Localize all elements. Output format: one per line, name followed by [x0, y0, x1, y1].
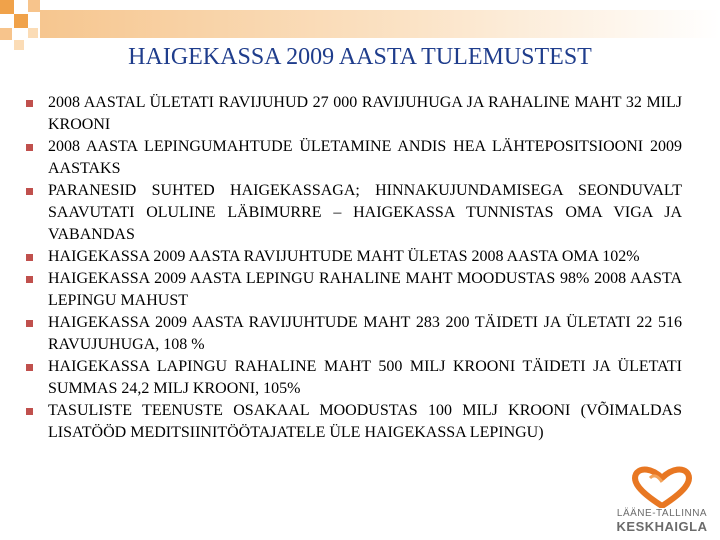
square-bullet-icon — [26, 188, 33, 195]
bullet-item — [22, 400, 682, 444]
bullet-text: HAIGEKASSA 2009 AASTA LEPINGU RAHALINE MAHT MOODUSTAS 98% 2008 AASTA LEPINGU MAHUST — [48, 270, 682, 309]
bullet-item — [22, 356, 682, 400]
logo-text-line1: LÄÄNE-TALLINNA — [616, 508, 708, 519]
bullet-text: 2008 AASTA LEPINGUMAHTUDE ÜLETAMINE ANDIS HEA LÄHTEPOSITSIOONI 2009 AASTAKS — [48, 138, 682, 177]
square-bullet-icon — [26, 100, 33, 107]
bullet-text: HAIGEKASSA 2009 AASTA RAVIJUHTUDE MAHT 283 200 TÄIDETI JA ÜLETATI 22 516 RAVUJUHUGA, 108 % — [48, 314, 682, 353]
bullet-text: PARANESID SUHTED HAIGEKASSAGA; HINNAKUJUNDAMISEGA SEONDUVALT SAAVUTATI OLULINE LÄBIMURRE – HAIGEKASSA TUNNISTAS OMA VIGA JA VABANDAS — [48, 182, 682, 243]
square-bullet-icon — [26, 276, 33, 283]
bullet-item — [22, 312, 682, 356]
bullet-text: 2008 AASTAL ÜLETATI RAVIJUHUD 27 000 RAVIJUHUGA JA RAHALINE MAHT 32 MILJ KROONI — [48, 94, 682, 133]
bullet-item — [22, 92, 682, 136]
bullet-item — [22, 246, 682, 268]
square-bullet-icon — [26, 364, 33, 371]
bullet-item — [22, 136, 682, 180]
bullet-list — [22, 92, 682, 444]
square-bullet-icon — [26, 144, 33, 151]
logo-text-line2: KESKHAIGLA — [616, 519, 708, 534]
heart-logo-icon — [610, 466, 714, 508]
square-bullet-icon — [26, 320, 33, 327]
square-bullet-icon — [26, 254, 33, 261]
hospital-logo — [610, 466, 714, 536]
bullet-item — [22, 180, 682, 246]
square-bullet-icon — [26, 408, 33, 415]
bullet-text: TASULISTE TEENUSTE OSAKAAL MOODUSTAS 100 MILJ KROONI (VÕIMALDAS LISATÖÖD MEDITSIINITÖÖTAJATELE ÜLE HAIGEKASSA LEPINGU) — [48, 402, 682, 441]
bullet-item — [22, 268, 682, 312]
bullet-text: HAIGEKASSA LAPINGU RAHALINE MAHT 500 MILJ KROONI TÄIDETI JA ÜLETATI SUMMAS 24,2 MILJ KROONI, 105% — [48, 358, 682, 397]
bullet-text: HAIGEKASSA 2009 AASTA RAVIJUHTUDE MAHT ÜLETAS 2008 AASTA OMA 102% — [48, 248, 640, 265]
slide-title: HAIGEKASSA 2009 AASTA TULEMUSTEST — [128, 44, 592, 70]
header-gradient-bar — [40, 10, 720, 38]
